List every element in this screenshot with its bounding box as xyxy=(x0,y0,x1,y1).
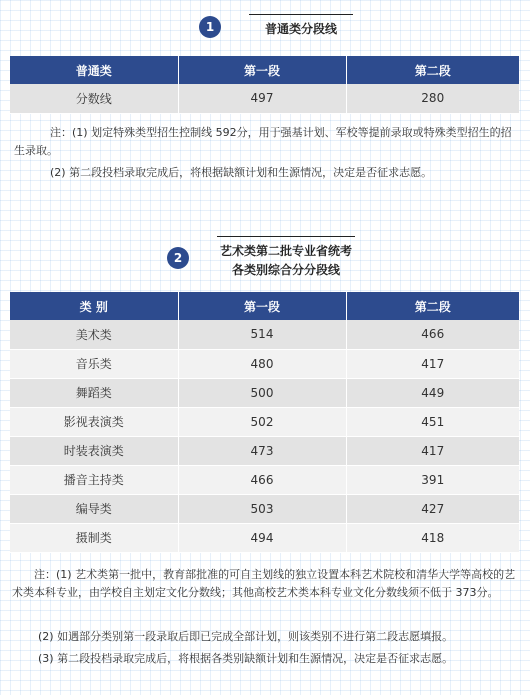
section2-title xyxy=(217,236,355,280)
section2-heading xyxy=(167,236,355,280)
score-cell: 417 xyxy=(346,436,519,465)
column-header: 第一段 xyxy=(178,56,346,84)
section2-title-line1: 艺术类第二批专业省统考 xyxy=(219,244,352,258)
score-cell: 391 xyxy=(346,465,519,494)
section2-note-1: 注：(1) 艺术类第一批中，教育部批准的可自主划线的独立设置本科艺术院校和清华大学等高校的艺术类本科专业，由学校自主划定文化分数线；其他高校艺术类本科专业文化分数线须不低于 373分。 xyxy=(12,568,516,599)
table-row xyxy=(10,378,519,407)
section1-number-badge: 1 xyxy=(199,16,221,38)
score-cell: 500 xyxy=(178,378,346,407)
score-cell: 494 xyxy=(178,523,346,552)
table-row xyxy=(10,349,519,378)
section1-note-1: 注：(1) 划定特殊类型招生控制线 592分，用于强基计划、军校等提前录取或特殊类型招生的招生录取。 xyxy=(14,126,512,157)
table-row xyxy=(10,320,519,349)
table-row xyxy=(10,407,519,436)
table-row xyxy=(10,465,519,494)
table-row xyxy=(10,523,519,552)
column-header: 第二段 xyxy=(346,292,519,320)
category-cell: 播音主持类 xyxy=(10,465,178,494)
category-cell: 音乐类 xyxy=(10,349,178,378)
score-cell: 480 xyxy=(178,349,346,378)
section2-number-badge: 2 xyxy=(167,247,189,269)
score-cell: 503 xyxy=(178,494,346,523)
score-cell: 451 xyxy=(346,407,519,436)
section2-table xyxy=(10,292,519,553)
column-header: 第一段 xyxy=(178,292,346,320)
category-cell: 时装表演类 xyxy=(10,436,178,465)
column-header: 类 别 xyxy=(10,292,178,320)
section2-title-line2: 各类别综合分分段线 xyxy=(231,263,340,277)
score-cell: 280 xyxy=(346,84,519,113)
category-cell: 美术类 xyxy=(10,320,178,349)
section1-note-2: (2) 第二段投档录取完成后，将根据缺额计划和生源情况，决定是否征求志愿。 xyxy=(50,166,433,179)
section1-title-text: 普通类分段线 xyxy=(264,22,337,36)
category-cell: 影视表演类 xyxy=(10,407,178,436)
section1-heading xyxy=(199,14,353,39)
section2-note-3: (3) 第二段投档录取完成后，将根据各类别缺额计划和生源情况，决定是否征求志愿。 xyxy=(38,652,454,665)
table-row xyxy=(10,84,519,113)
category-cell: 舞蹈类 xyxy=(10,378,178,407)
table-row xyxy=(10,494,519,523)
section1-table xyxy=(10,56,519,114)
score-cell: 466 xyxy=(178,465,346,494)
score-cell: 514 xyxy=(178,320,346,349)
score-cell: 418 xyxy=(346,523,519,552)
category-cell: 编导类 xyxy=(10,494,178,523)
score-cell: 417 xyxy=(346,349,519,378)
table-header-row xyxy=(10,56,519,84)
category-cell: 分数线 xyxy=(10,84,178,113)
score-cell: 449 xyxy=(346,378,519,407)
column-header: 第二段 xyxy=(346,56,519,84)
table-row xyxy=(10,436,519,465)
section1-title xyxy=(249,14,353,39)
score-cell: 473 xyxy=(178,436,346,465)
score-cell: 502 xyxy=(178,407,346,436)
score-cell: 466 xyxy=(346,320,519,349)
section2-note-2: (2) 如遇部分类别第一段录取后即已完成全部计划，则该类别不进行第二段志愿填报。 xyxy=(38,630,454,643)
category-cell: 摄制类 xyxy=(10,523,178,552)
column-header: 普通类 xyxy=(10,56,178,84)
table-header-row xyxy=(10,292,519,320)
score-cell: 427 xyxy=(346,494,519,523)
score-cell: 497 xyxy=(178,84,346,113)
